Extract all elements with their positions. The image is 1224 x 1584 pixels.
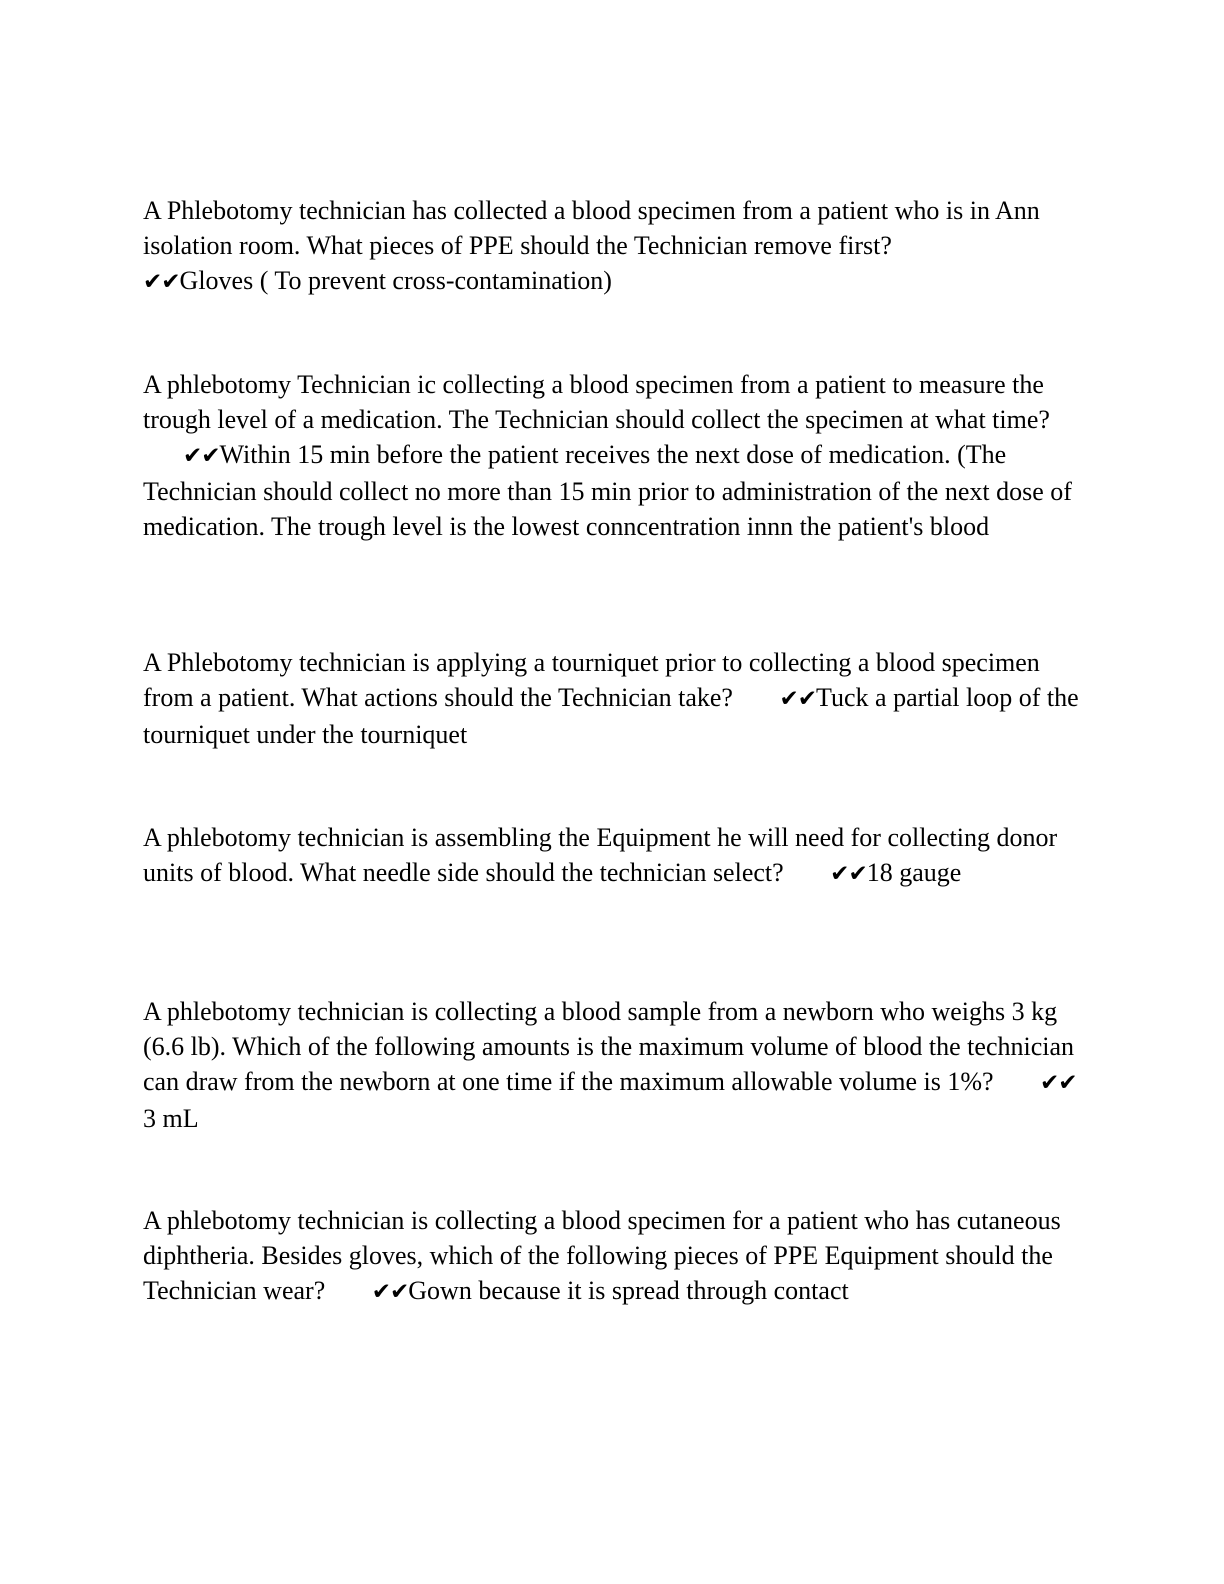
question-text: A phlebotomy technician is collecting a blood sample from a newborn who weighs 3 kg (6.6 lb). Which of the following amounts is the maximum volume of blood the technician can draw from the newborn at one time if the maximum allowable volume is 1%?	[143, 997, 1075, 1096]
answer-text: Gloves ( To prevent cross-contamination)	[179, 266, 612, 295]
check-mark-icon: ✔✔	[1040, 1070, 1077, 1096]
qa-item	[143, 994, 1083, 1136]
check-mark-icon: ✔✔	[143, 269, 180, 295]
check-mark-icon: ✔✔	[779, 686, 817, 712]
question-text: A phlebotomy technician is collecting a blood specimen for a patient who has cutaneous diphtheria. Besides gloves, which of the following pieces of PPE Equipment should the Technician wear?	[143, 1206, 1061, 1305]
check-mark-icon: ✔✔	[371, 1279, 409, 1305]
question-text: A phlebotomy technician is assembling the Equipment he will need for collecting donor units of blood. What needle side should the technician select?	[143, 823, 1058, 887]
answer-text: Gown because it is spread through contact	[408, 1276, 849, 1305]
qa-item	[143, 367, 1083, 544]
answer-text: 18 gauge	[866, 858, 962, 887]
qa-item	[143, 820, 1083, 892]
check-mark-icon: ✔✔	[830, 861, 867, 887]
qa-item	[143, 193, 1083, 300]
qa-item	[143, 645, 1083, 752]
answer-text: Within 15 min before the patient receives the next dose of medication. (The Technician should collect no more than 15 min prior to administration of the next dose of medication. The trough level is the lowest conncentration innn the patient's blood	[143, 440, 1072, 541]
question-text: A phlebotomy Technician ic collecting a blood specimen from a patient to measure the trough level of a medication. The Technician should collect the specimen at what time?	[143, 370, 1050, 434]
question-text: A Phlebotomy technician has collected a blood specimen from a patient who is in Ann isolation room. What pieces of PPE should the Technician remove first?	[143, 196, 1040, 260]
check-mark-icon: ✔✔	[183, 443, 220, 469]
qa-item	[143, 1203, 1083, 1310]
answer-text: Tuck a partial loop of the tourniquet under the tourniquet	[143, 683, 1079, 749]
answer-text: 3 mL	[143, 1104, 199, 1133]
question-text: A Phlebotomy technician is applying a tourniquet prior to collecting a blood specimen from a patient. What actions should the Technician take?	[143, 648, 1040, 712]
